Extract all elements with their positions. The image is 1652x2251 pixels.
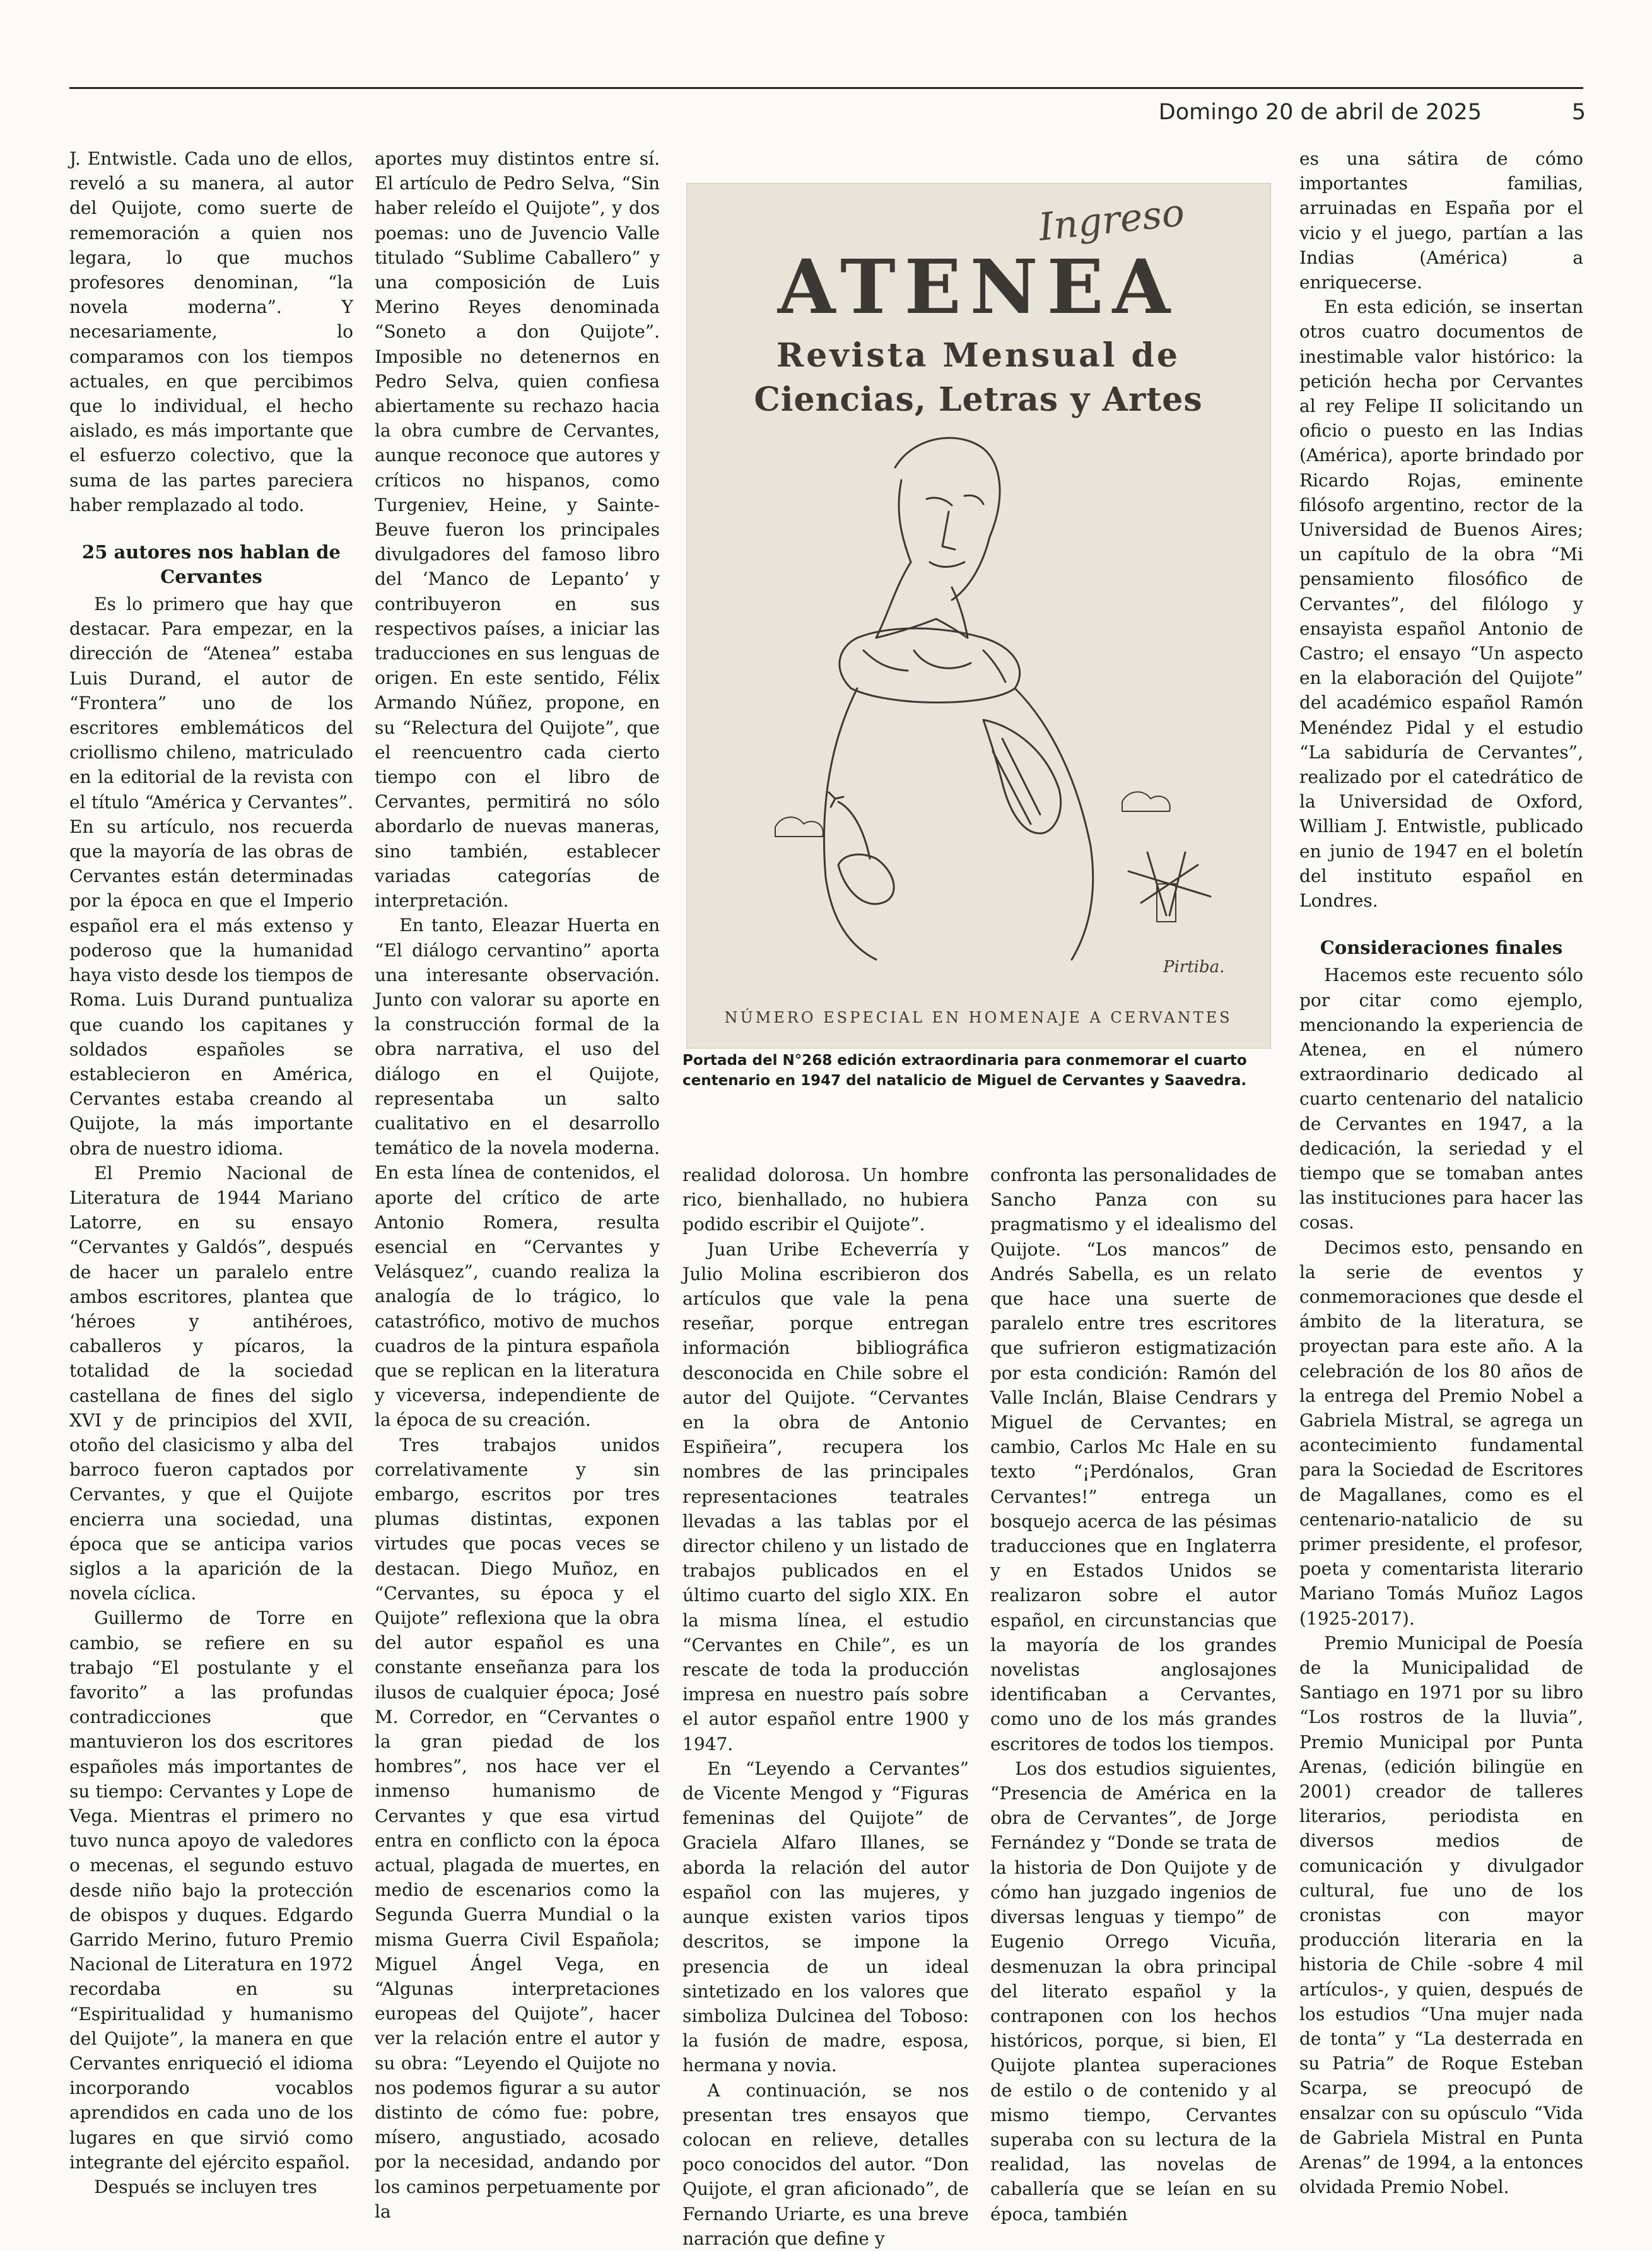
- atenea-cover-image: [686, 183, 1271, 1049]
- paragraph: Tres trabajos unidos correlativamente y sin embargo, escritos por tres plumas distintas, exponen virtudes que pocas veces se destacan. Diego Muñoz, en “Cervantes, su época y el Quijote” reflexiona que la obra del autor español es una constante enseñanza para los ilusos de cualquier época; José M. Corredor, en “Cervantes o la gran piedad de los hombres”, nos hace ver el inmenso humanismo de Cervantes y que esa virtud entra en conflicto con la época actual, plagada de muertes, en medio de escenarios como la Segunda Guerra Mundial o la misma Guerra Civil Española; Miguel Ángel Vega, en “Algunas interpretaciones europeas del Quijote”, hacer ver la relación entre el autor y su obra: “Leyendo el Quijote no nos podemos figurar a su autor distinto de cómo fue: pobre, mísero, angustiado, acosado por la necesidad, andando por los caminos perpetuamente por la: [375, 1434, 660, 2222]
- paragraph: realidad dolorosa. Un hombre rico, bienhallado, no hubiera podido escribir el Quijote”.: [682, 1165, 969, 1235]
- paragraph: Decimos esto, pensando en la serie de eventos y conmemoraciones que desde el ámbito de la literatura, se proyectan para este año. A la celebración de los 80 años de la entrega del Premio Nobel a Gabriela Mistral, se agrega un acontecimiento fundamental para la Sociedad de Escritores de Magallanes, como es el centenario-natalicio de su primer presidente, el profesor, poeta y comentarista literario Mariano Tomás Muñoz Lagos (1925-2017).: [1299, 1237, 1583, 1629]
- article-column-5: [1299, 146, 1583, 2199]
- header-date: Domingo 20 de abril de 2025: [1158, 100, 1482, 125]
- article-column-2: [375, 146, 660, 2224]
- header-rule: [69, 87, 1583, 89]
- article-column-3: [682, 1163, 969, 2251]
- subheading: 25 autores nos hablan de Cervantes: [82, 541, 341, 588]
- paragraph: El Premio Nacional de Literatura de 1944 Mariano Latorre, en su ensayo “Cervantes y Galdós”, después de hacer un paralelo entre ambos escritores, plantea que ‘héroes y antihéroes, caballeros y pícaros, la totalidad de la sociedad castellana de fines del siglo XVI y de principios del XVII, otoño del clasicismo y alba del barroco fueron captados por Cervantes, y que el Quijote encierra una sociedad, una época que se anticipa varios siglos a la aparición de la novela cíclica.: [69, 1162, 353, 1604]
- paragraph: En esta edición, se insertan otros cuatro documentos de inestimable valor histórico: la petición hecha por Cervantes al rey Felipe II solicitando un oficio o puesto en las Indias (América), aporte brindado por Ricardo Rojas, eminente filósofo argentino, rector de la Universidad de Buenos Aires; un capítulo de la obra “Mi pensamiento filosófico de Cervantes”, del filólogo y ensayista español Antonio de Castro; el ensayo “Un aspecto en la elaboración del Quijote” del académico español Ramón Menéndez Pidal y el estudio “La sabiduría de Cervantes”, realizado por el catedrático de la Universidad de Oxford, William J. Entwistle, publicado en junio de 1947 en el boletín del instituto español en Londres.: [1299, 297, 1583, 912]
- paragraph: Los dos estudios siguientes, “Presencia de América en la obra de Cervantes”, de Jorge Fernández y “Donde se trata de la historia de Don Quijote y de cómo han juzgado ingenios de diversas lenguas y tiempo” de Eugenio Orrego Vicuña, desmenuzan la obra principal del literato español y la contraponen con los hechos históricos, porque, si bien, El Quijote plantea superaciones de estilo o de contenido y al mismo tiempo, Cervantes superaba con su lectura de la realidad, las novelas de caballería que se leían en su época, también: [990, 1758, 1277, 2225]
- paragraph: En “Leyendo a Cervantes” de Vicente Mengod y “Figuras femeninas del Quijote” de Graciela Alfaro Illanes, se aborda la relación del autor español con las mujeres, y aunque existen varios tipos descritos, se impone la presencia de un ideal sintetizado en los valores que simboliza Dulcinea del Toboso: la fusión de madre, esposa, hermana y novia.: [682, 1758, 969, 2076]
- cover-signature: Pirtiba.: [1163, 958, 1225, 977]
- article-column-1: [69, 146, 353, 2199]
- page-number: 5: [1571, 100, 1586, 125]
- paragraph: Juan Uribe Echeverría y Julio Molina escribieron dos artículos que vale la pena reseñar, porque entregan información bibliográfica desconocida en Chile sobre el autor del Quijote. “Cervantes en la obra de Antonio Espiñeira”, recupera los nombres de las principales representaciones teatrales llevadas a las tablas por el director chileno y un listado de trabajos publicados en el último cuarto del siglo XIX. En la misma línea, el estudio “Cervantes en Chile”, es un rescate de toda la producción impresa en nuestro país sobre el autor español entre 1900 y 1947.: [682, 1238, 969, 1754]
- article-column-4: [990, 1163, 1277, 2226]
- cover-footer: NÚMERO ESPECIAL EN HOMENAJE A CERVANTES: [724, 1009, 1233, 1026]
- paragraph: confronta las personalidades de Sancho Panza con su pragmatismo y el idealismo del Quijote. “Los mancos” de Andrés Sabella, es un relato que hace una suerte de paralelo entre tres escritores que sufrieron estigmatización por esta condición: Ramón del Valle Inclán, Blaise Cendrars y Miguel de Cervantes; en cambio, Carlos Mc Hale en su texto “¡Perdónalos, Gran Cervantes!” entrega un bosquejo acerca de las pésimas traducciones que en Inglaterra y en Estados Unidos se realizaron sobre el autor español, en circunstancias que la mayoría de los grandes novelistas anglosajones identificaban a Cervantes, como uno de los más grandes escritores de todos los tiempos.: [990, 1165, 1277, 1754]
- subheading: Consideraciones finales: [1320, 937, 1563, 959]
- cover-title: ATENEA: [777, 243, 1180, 331]
- paragraph: Guillermo de Torre en cambio, se refiere en su trabajo “El postulante y el favorito” a las profundas contradicciones que mantuvieron los dos escritores españoles más importantes de su tiempo: Cervantes y Lope de Vega. Mientras el primero no tuvo nunca apoyo de valedores o mecenas, el segundo estuvo desde niño bajo la protección de obispos y duques. Edgardo Garrido Merino, futuro Premio Nacional de Literatura en 1972 recordaba en su “Espiritualidad y humanismo del Quijote”, la manera en que Cervantes enriqueció el idioma incorporando vocablos aprendidos en cada uno de los lugares en que sirvió como integrante del ejército español.: [69, 1607, 353, 2173]
- paragraph: Hacemos este recuento sólo por citar como ejemplo, mencionando la experiencia de Atenea, en el número extraordinario dedicado al cuarto centenario del natalicio de Cervantes en 1947, a la dedicación, la seriedad y el tiempo que se tomaban antes las instituciones para hacer las cosas.: [1299, 965, 1583, 1233]
- paragraph: Premio Municipal de Poesía de la Municipalidad de Santiago en 1971 por su libro “Los rostros de la lluvia”, Premio Municipal por Punta Arenas, (edición bilingüe en 2001) creador de talleres literarios, periodista en diversos medios de comunicación y divulgador cultural, fue uno de los cronistas con mayor producción literaria en la historia de Chile -sobre 4 mil artículos-, y quien, después de los estudios “Una mujer nada de tonta” y “La desterrada en su Patria” de Roque Esteban Scarpa, se preocupó de ensalzar con su opúsculo “Vida de Gabriela Mistral en Punta Arenas” de 1994, a la entonces olvidada Premio Nobel.: [1299, 1632, 1583, 2198]
- paragraph: J. Entwistle. Cada uno de ellos, reveló a su manera, al autor del Quijote, como suerte de rememoración a quien nos legara, lo que muchos profesores denominan, “la novela moderna”. Y necesariamente, lo comparamos con los tiempos actuales, en que percibimos que lo individual, el hecho aislado, es más importante que el esfuerzo colectivo, que la suma de las partes pareciera haber remplazado al todo.: [69, 148, 353, 515]
- paragraph: A continuación, se nos presentan tres ensayos que colocan en relieve, detalles poco conocidos del autor. “Don Quijote, el gran aficionado”, de Fernando Uriarte, es una breve narración que define y: [682, 2079, 969, 2249]
- cover-subtitle-2: Ciencias, Letras y Artes: [754, 380, 1203, 419]
- paragraph: En tanto, Eleazar Huerta en “El diálogo cervantino” aporta una interesante observación. Junto con valorar su aporte en la construcción formal de la obra narrativa, el uso del diálogo en el Quijote, representaba un salto cualitativo en el desarrollo temático de la novela moderna. En esta línea de contenidos, el aporte del crítico de arte Antonio Romera, resulta esencial en “Cervantes y Velásquez”, cuando realiza la analogía de lo trágico, lo catastrófico, motivo de muchos cuadros de la pintura española que se replican en la literatura y viceversa, independiente de la época de su creación.: [375, 915, 660, 1431]
- paragraph: Después se incluyen tres: [94, 2177, 317, 2198]
- image-caption: Portada del N°268 edición extraordinaria para conmemorar el cuarto centenario en 1947 del natalicio de Miguel de Cervantes y Saavedra.: [682, 1052, 1247, 1089]
- cover-handwriting: Ingreso: [1036, 191, 1187, 250]
- paragraph: aportes muy distintos entre sí. El artículo de Pedro Selva, “Sin haber releído el Quijote”, y dos poemas: uno de Juvencio Valle titulado “Sublime Caballero” y una composición de Luis Merino Reyes denominada “Soneto a don Quijote”. Imposible no detenernos en Pedro Selva, quien confiesa abiertamente su rechazo hacia la obra cumbre de Cervantes, aunque reconoce que autores y críticos no hispanos, como Turgeniev, Heine, y Sainte-Beuve fueron los principales divulgadores del famoso libro del ‘Manco de Lepanto’ y contribuyeron en sus respectivos países, a iniciar las traducciones en sus lenguas de origen. En este sentido, Félix Armando Núñez, propone, en su “Relectura del Quijote”, que el reencuentro cada cierto tiempo con el libro de Cervantes, permitirá no sólo abordarlo de nuevas maneras, sino también, establecer variadas categorías de interpretación.: [375, 148, 660, 912]
- paragraph: Es lo primero que hay que destacar. Para empezar, en la dirección de “Atenea” estaba Luis Durand, el autor de “Frontera” uno de los escritores emblemáticos del criollismo chileno, matriculado en la editorial de la revista con el título “América y Cervantes”. En su artículo, nos recuerda que la mayoría de las obras de Cervantes están determinadas por la época en que el Imperio español era el más extenso y poderoso que la humanidad haya visto desde los tiempos de Roma. Luis Durand puntualiza que cuando los capitanes y soldados españoles se establecieron en América, Cervantes estaba creando al Quijote, la más importante obra de nuestro idioma.: [69, 594, 353, 1159]
- cover-subtitle-1: Revista Mensual de: [776, 336, 1180, 375]
- paragraph: es una sátira de cómo importantes familias, arruinadas en España por el vicio y el juego, partían a las Indias (América) a enriquecerse.: [1299, 148, 1583, 293]
